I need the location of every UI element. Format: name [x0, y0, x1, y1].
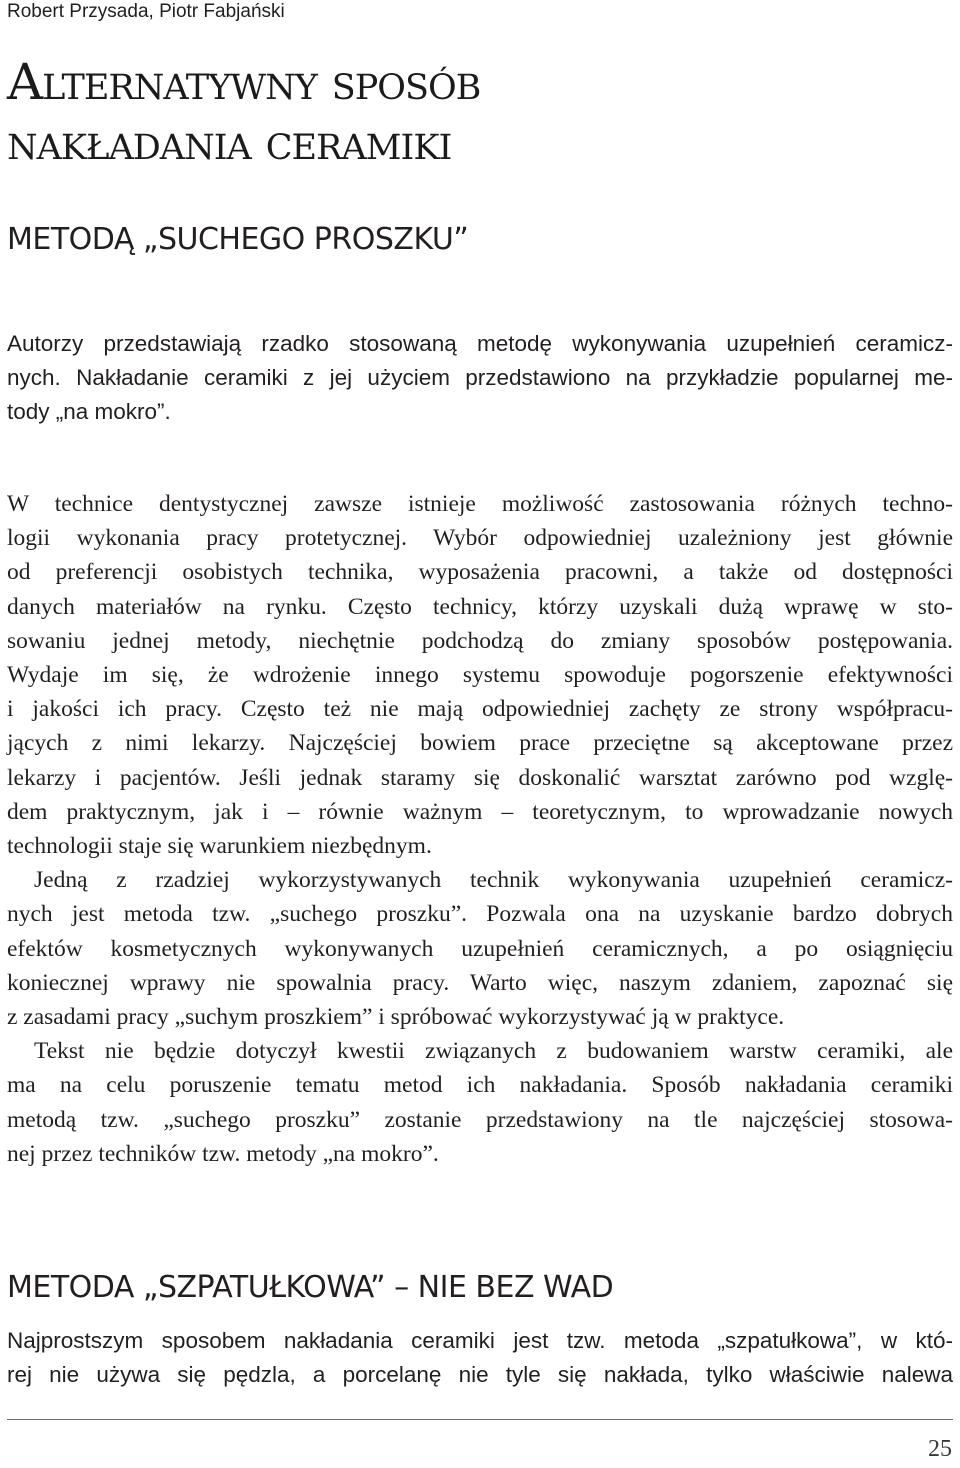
body-line: nych jest metoda tzw. „suchego proszku”. Pozwala ona na uzyskanie bardzo dobrych: [7, 901, 953, 928]
section-paragraph: [7, 1324, 953, 1392]
body-line: metodą tzw. „suchego proszku” zostanie przedstawiony na tle najczęściej stosowa-: [7, 1106, 953, 1133]
section-line: rej nie używa się pędzla, a porcelanę nie tyle się nakłada, tylko właściwie nalewa: [7, 1362, 953, 1387]
body-paragraph-3: [7, 1034, 953, 1171]
body-line: i jakości ich pracy. Często też nie mają odpowiedniej zachęty ze strony współpracu-: [7, 696, 953, 723]
title-line-2: nakładania ceramiki: [7, 113, 452, 171]
body-paragraph-1: [7, 487, 953, 863]
article-title: [7, 52, 480, 172]
body-line: W technice dentystycznej zawsze istnieje możliwość zastosowania różnych techno-: [7, 491, 953, 517]
body-line: Jedną z rzadziej wykorzystywanych technik wykonywania uzupełnień ceramicz-: [34, 867, 953, 894]
article-subtitle: METODĄ „SUCHEGO PROSZKU”: [7, 222, 469, 257]
body-line: koniecznej wprawy nie spowalnia pracy. Warto więc, naszym zdaniem, zapoznać się: [7, 969, 953, 996]
section-heading: METODA „SZPATUŁKOWA” – NIE BEZ WAD: [7, 1270, 614, 1305]
section-line: Najprostszym sposobem nakładania ceramiki jest tzw. metoda „szpatułkowa”, w któ-: [7, 1328, 953, 1353]
body-line: z zasadami pracy „suchym proszkiem” i spróbować wykorzystywać ją w praktyce.: [7, 1004, 785, 1031]
body-line: ma na celu poruszenie tematu metod ich nakładania. Sposób nakładania ceramiki: [7, 1072, 953, 1099]
body-line: sowaniu jednej metody, niechętnie podchodzą do zmiany sposobów postępowania.: [7, 627, 953, 654]
body-line: Tekst nie będzie dotyczył kwestii związanych z budowaniem warstw ceramiki, ale: [34, 1038, 953, 1065]
body-line: od preferencji osobistych technika, wyposażenia pracowni, a także od dostępności: [7, 559, 953, 586]
title-line-1: Alternatywny sposób: [7, 53, 481, 111]
body-line: Wydaje im się, że wdrożenie innego systemu spowoduje pogorszenie efektywności: [7, 662, 953, 689]
lead-line: nych. Nakładanie ceramiki z jej użyciem przedstawiono na przykładzie popularnej me-: [7, 365, 953, 390]
lead-line: Autorzy przedstawiają rzadko stosowaną metodę wykonywania uzupełnień ceramicz-: [7, 331, 953, 356]
body-line: lekarzy i pacjentów. Jeśli jednak staramy się doskonalić warsztat zarówno pod wzglę-: [7, 764, 953, 791]
authors-byline: Robert Przysada, Piotr Fabjański: [7, 1, 285, 22]
footer-rule: [7, 1419, 953, 1420]
body-line: logii wykonania pracy protetycznej. Wybór odpowiedniej uzależniony jest głównie: [7, 525, 953, 552]
article-body: [7, 487, 953, 1171]
body-line: technologii staje się warunkiem niezbędnym.: [7, 833, 432, 860]
lead-line: tody „na mokro”.: [7, 399, 171, 424]
body-paragraph-2: [7, 863, 953, 1034]
body-line: dem praktycznym, jak i – równie ważnym – teoretycznym, to wprowadzanie nowych: [7, 798, 953, 825]
body-line: efektów kosmetycznych wykonywanych uzupełnień ceramicznych, a po osiągnięciu: [7, 935, 953, 962]
body-line: nej przez techników tzw. metody „na mokro”.: [7, 1140, 439, 1167]
body-line: jących z nimi lekarzy. Najczęściej bowiem prace przeciętne są akceptowane przez: [7, 730, 953, 757]
body-line: danych materiałów na rynku. Często technicy, którzy uzyskali dużą wprawę w sto-: [7, 593, 953, 620]
page-number: 25: [928, 1436, 952, 1462]
lead-paragraph: [7, 327, 953, 429]
